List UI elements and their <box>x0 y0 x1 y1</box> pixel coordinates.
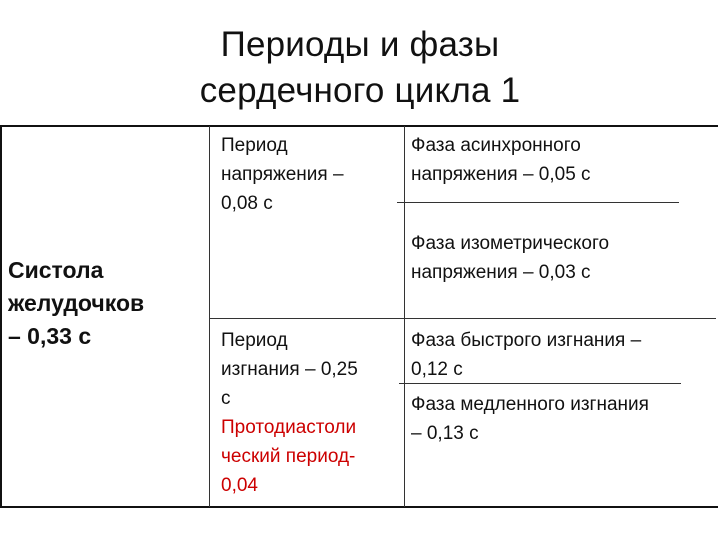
slide-title <box>0 22 720 114</box>
isometric-phase-line-1: Фаза изометрического <box>411 233 610 254</box>
column-divider-1-lower <box>209 319 210 507</box>
ejection-period-line-3: с <box>221 388 231 409</box>
tension-period-cell <box>221 131 344 218</box>
protodiastolic-line-2: ческий период- <box>221 446 356 467</box>
asynchronous-phase-cell <box>411 131 591 189</box>
protodiastolic-line-1: Протодиастоли <box>221 417 357 438</box>
asynchronous-phase-line-1: Фаза асинхронного <box>411 135 581 156</box>
isometric-phase-line-2: напряжения – 0,03 с <box>411 262 591 283</box>
systole-cell <box>8 254 144 353</box>
tension-period-line-2: напряжения – <box>221 164 344 185</box>
ejection-period-cell <box>221 326 358 500</box>
isometric-phase-cell <box>411 229 609 287</box>
tension-period-line-1: Период <box>221 135 288 156</box>
fast-ejection-phase-cell <box>411 326 641 384</box>
protodiastolic-line-3: 0,04 <box>221 475 258 496</box>
systole-line-1: Систола <box>8 257 104 283</box>
tension-period-line-3: 0,08 с <box>221 193 273 214</box>
fast-ejection-phase-line-2: 0,12 с <box>411 359 463 380</box>
asynchronous-phase-line-2: напряжения – 0,05 с <box>411 164 591 185</box>
slow-ejection-phase-cell <box>411 390 649 448</box>
ejection-period-line-2: изгнания – 0,25 <box>221 359 358 380</box>
fast-ejection-phase-line-1: Фаза быстрого изгнания – <box>411 330 642 351</box>
ejection-period-line-1: Период <box>221 330 288 351</box>
column-divider-2 <box>404 126 405 507</box>
row-divider-periods <box>210 318 716 319</box>
systole-line-3: – 0,33 с <box>8 323 92 349</box>
slow-ejection-phase-line-2: – 0,13 с <box>411 423 479 444</box>
title-line-2: сердечного цикла 1 <box>199 71 521 110</box>
column-divider-1 <box>209 126 210 319</box>
row-divider-tension-phases <box>397 202 679 203</box>
title-line-1: Периоды и фазы <box>220 25 500 64</box>
systole-line-2: желудочков <box>8 290 145 316</box>
slow-ejection-phase-line-1: Фаза медленного изгнания <box>411 394 649 415</box>
